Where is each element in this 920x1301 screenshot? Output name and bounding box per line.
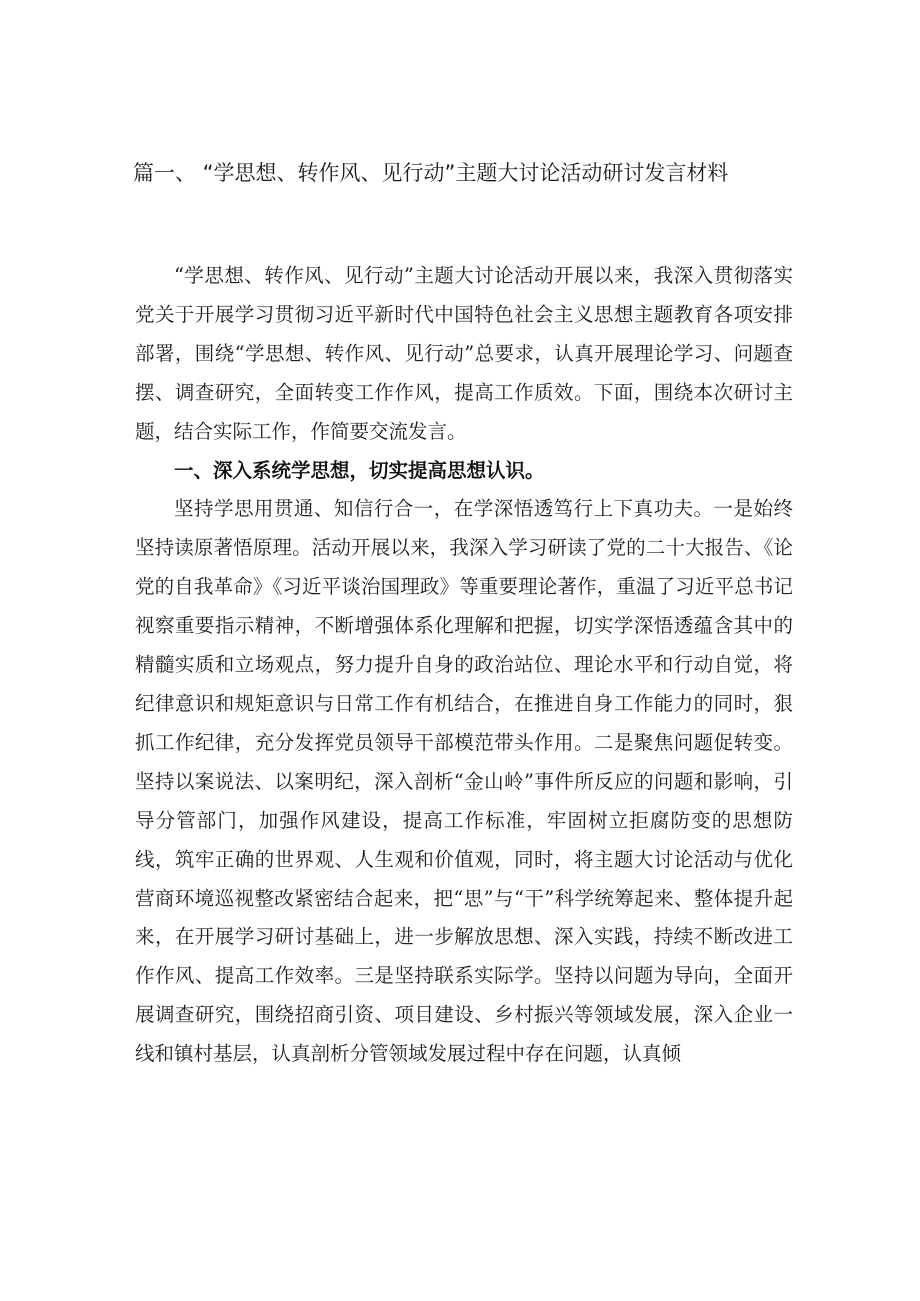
intro-paragraph: “学思想、转作风、见行动”主题大讨论活动开展以来，我深入贯彻落实党关于开展学习贯彻习近平新时代中国特色社会主义思想主题教育各项安排部署，围绕“学思想、转作风、见行动”总要求，认真开展理论学习、问题查摆、调查研究，全面转变工作作风，提高工作质效。下面，围绕本次研讨主题，结合实际工作，作简要交流发言。	[135, 264, 793, 443]
section-paragraph: 坚持学思用贯通、知信行合一，在学深悟透笃行上下真功夫。一是始终坚持读原著悟原理。活动开展以来，我深入学习研读了党的二十大报告、《论党的自我革命》《习近平谈治国理政》等重要理论著作，重温了习近平总书记视察重要指示精神，不断增强体系化理解和把握，切实学深悟透蕴含其中的精髓实质和立场观点，努力提升自身的政治站位、理论水平和行动自觉，将纪律意识和规矩意识与日常工作有机结合，在推进自身工作能力的同时，狠抓工作纪律，充分发挥党员领导干部模范带头作用。二是聚焦问题促转变。坚持以案说法、以案明纪，深入剖析“金山岭”事件所反应的问题和影响，引导分管部门，加强作风建设，提高工作标准，牢固树立拒腐防变的思想防线，筑牢正确的世界观、人生观和价值观，同时，将主题大讨论活动与优化营商环境巡视整改紧密结合起来，把“思”与“干”科学统筹起来、整体提升起来，在开展学习研讨基础上，进一步解放思想、深入实践，持续不断改进工作作风、提高工作效率。三是坚持联系实际学。坚持以问题为导向，全面开展调查研究，围绕招商引资、项目建设、乡村振兴等领域发展，深入企业一线和镇村基层，认真剖析分管领域发展过程中存在问题，认真倾	[135, 497, 793, 1066]
document-title: 篇一、 “学思想、转作风、见行动”主题大讨论活动研讨发言材料	[133, 161, 729, 185]
section-heading: 一、深入系统学思想，切实提高思想认识。	[174, 458, 545, 482]
document-body	[135, 257, 793, 1074]
